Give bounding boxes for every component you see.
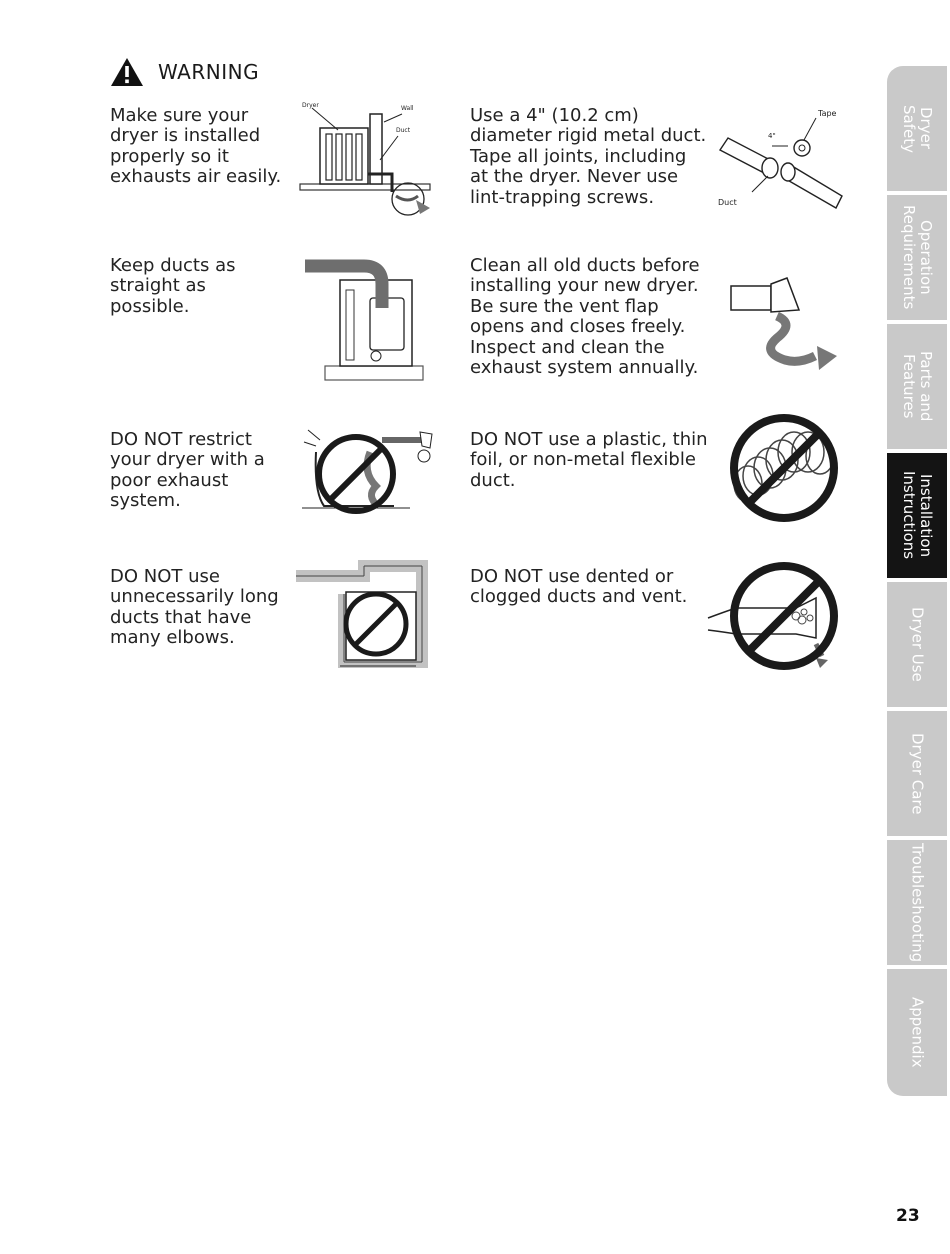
tab-parts-and-features[interactable]: Parts and Features: [887, 324, 947, 451]
illustration-restricted-exhaust: [300, 422, 440, 514]
tab-appendix[interactable]: Appendix: [887, 969, 947, 1096]
item-text-rigid-metal-duct: Use a 4" (10.2 cm) diameter rigid metal duct. Tape all joints, including at the dryer. Never use lint-trapping screws.: [470, 105, 707, 208]
item-text-install-properly: Make sure your dryer is installed properly so it exhausts air easily.: [110, 105, 282, 188]
tab-dryer-use[interactable]: Dryer Use: [887, 582, 947, 709]
tab-troubleshooting[interactable]: Troubleshooting: [887, 840, 947, 967]
item-text-no-plastic-duct: DO NOT use a plastic, thin foil, or non-metal flexible duct.: [470, 429, 708, 491]
item-text-keep-straight: Keep ducts as straight as possible.: [110, 255, 236, 317]
page-number: 23: [896, 1206, 920, 1226]
tab-installation-instructions[interactable]: Installation Instructions: [887, 453, 947, 580]
item-text-no-dented-ducts: DO NOT use dented or clogged ducts and vent.: [470, 566, 688, 608]
illustration-clogged-duct: [704, 560, 844, 672]
label-wall: Wall: [401, 105, 414, 112]
item-text-clean-old-ducts: Clean all old ducts before installing your new dryer. Be sure the vent flap opens and closes freely. Inspect and clean the exhaust system annually.: [470, 255, 700, 379]
label-duct: Duct: [396, 127, 411, 134]
tab-dryer-safety[interactable]: Dryer Safety: [887, 66, 947, 193]
warning-header: [110, 56, 259, 88]
label-duct-2: Duct: [718, 198, 737, 207]
illustration-no-flexible-duct: [728, 412, 840, 524]
illustration-straight-duct: [300, 256, 428, 384]
label-tape: Tape: [818, 109, 837, 118]
illustration-taped-duct: [712, 104, 847, 214]
warning-icon: [110, 57, 144, 87]
illustration-vent-flap: [727, 276, 839, 376]
label-dryer: Dryer: [302, 102, 319, 109]
warning-title: WARNING: [158, 60, 260, 84]
illustration-dryer-wall-duct: [298, 100, 438, 225]
label-4in: 4": [768, 132, 776, 140]
item-text-do-not-restrict: DO NOT restrict your dryer with a poor exhaust system.: [110, 429, 265, 512]
tab-operation-requirements[interactable]: Operation Requirements: [887, 195, 947, 322]
illustration-many-elbows: [294, 558, 434, 670]
tab-dryer-care[interactable]: Dryer Care: [887, 711, 947, 838]
item-text-no-long-ducts: DO NOT use unnecessarily long ducts that have many elbows.: [110, 566, 279, 649]
